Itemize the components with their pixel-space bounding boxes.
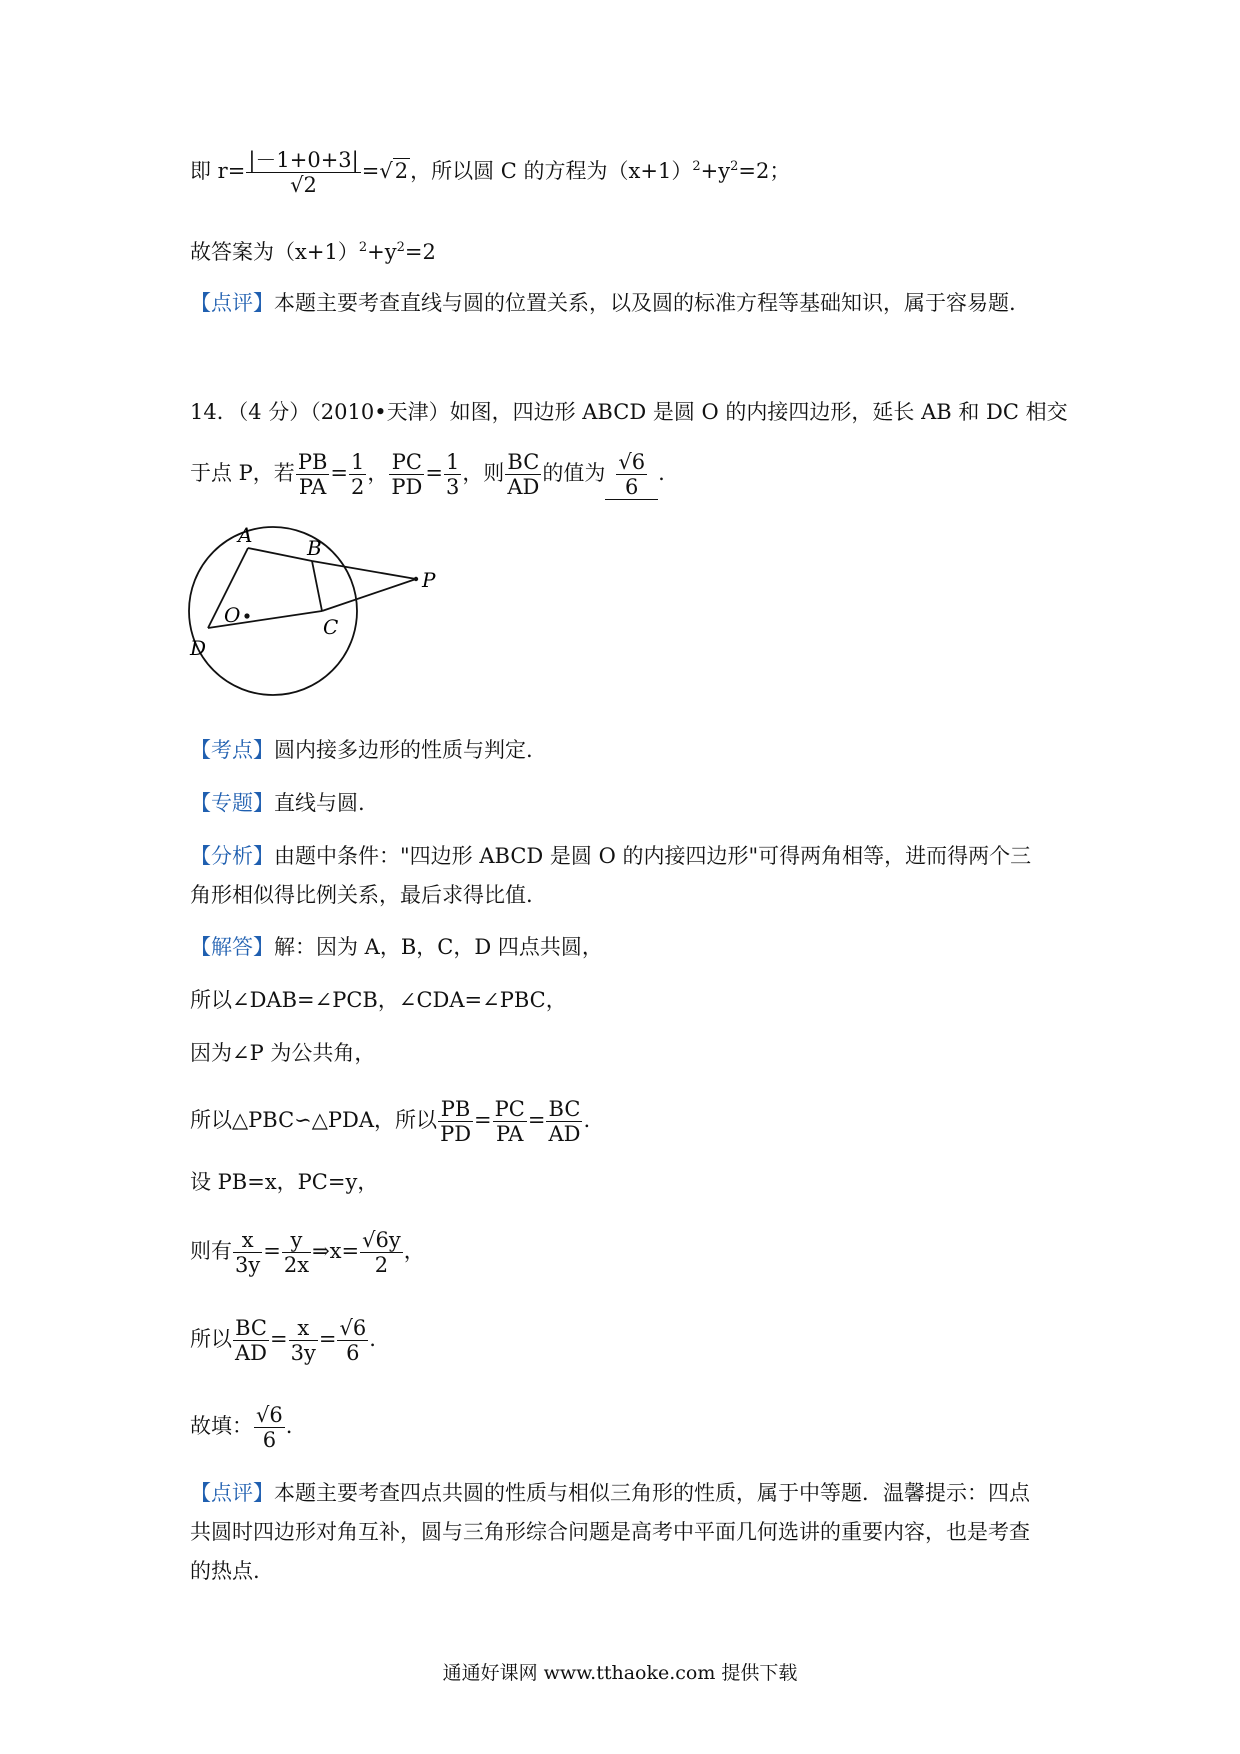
solution-step-4: 设 PB=x，PC=y， — [190, 1170, 379, 1194]
label-a: A — [238, 523, 253, 547]
fenxi-tag: 【分析】 — [190, 844, 274, 868]
fenxi-line-2: 角形相似得比例关系，最后求得比值. — [190, 883, 533, 907]
label-d: D — [190, 636, 207, 660]
zhuanti-tag: 【专题】 — [190, 791, 274, 815]
dianping-line-3: 的热点. — [190, 1559, 260, 1583]
kaodian-line: 【考点】圆内接多边形的性质与判定. — [190, 738, 533, 762]
jieda-line: 【解答】解：因为 A，B，C，D 四点共圆， — [190, 935, 603, 959]
fenxi-line-1: 【分析】由题中条件："四边形 ABCD 是圆 O 的内接四边形"可得两角相等，进而得两个三 — [190, 844, 1032, 868]
label-b: B — [307, 536, 322, 560]
solution-step-6: 所以 $\frac{BC}{AD}$ = $\frac{x}{3y}$ = $\frac{√6}{6}$ . — [190, 1316, 376, 1365]
label-c: C — [323, 615, 339, 639]
cyclic-quadrilateral-figure — [180, 515, 480, 715]
zhuanti-line: 【专题】直线与圆. — [190, 791, 365, 815]
kaodian-tag: 【考点】 — [190, 738, 274, 762]
label-p: P — [422, 568, 436, 592]
point-p-dot — [414, 577, 418, 581]
radius-fraction: $\frac{|-1+0+3|}{√2}$ — [248, 148, 359, 197]
segment-bp — [312, 561, 416, 579]
radius-equation-line: 即 r= $\frac{|-1+0+3|}{√2}$ =√2，所以圆 C 的方程为$(x+1)^2+y^2=2$； — [190, 148, 791, 197]
comment-line: 【点评】本题主要考查直线与圆的位置关系，以及圆的标准方程等基础知识，属于容易题. — [190, 291, 1016, 315]
jieda-tag: 【解答】 — [190, 935, 274, 959]
dianping-tag: 【点评】 — [190, 1481, 274, 1505]
solution-step-7: 故填： $\frac{√6}{6}$ . — [190, 1403, 293, 1452]
question-14-condition: 于点 P，若 $\frac{PB}{PA}$ = $\frac{1}{2}$ ， $\frac{PC}{PD}$ = $\frac{1}{3}$ ，则 $\frac{BC}{AD}$ 的值为 $\frac{√6}{6}$ . — [190, 450, 665, 499]
center-dot — [244, 613, 249, 618]
label-o: O — [224, 603, 241, 627]
answer-line: 故答案为$(x+1)^2+y^2=2$ — [190, 240, 436, 264]
solution-step-1: 所以∠DAB=∠PCB，∠CDA=∠PBC， — [190, 988, 567, 1012]
question-14-header: 14．（4 分）（2010•天津）如图，四边形 ABCD 是圆 O 的内接四边形，延长 AB 和 DC 相交 — [190, 400, 1068, 424]
answer-blank: $\frac{√6}{6}$ — [605, 450, 658, 500]
segment-bc — [312, 561, 322, 611]
sqrt-two: √2 — [379, 159, 409, 183]
dianping-line-1: 【点评】本题主要考查四点共圆的性质与相似三角形的性质，属于中等题．温馨提示：四点 — [190, 1481, 1030, 1505]
dianping-line-2: 共圆时四边形对角互补，圆与三角形综合问题是高考中平面几何选讲的重要内容，也是考查 — [190, 1520, 1030, 1544]
page-footer: 通通好课网 www.tthaoke.com 提供下载 — [442, 1662, 798, 1684]
solution-step-3: 所以△PBC∽△PDA，所以 $\frac{PB}{PD}$ = $\frac{PC}{PA}$ = $\frac{BC}{AD}$ . — [190, 1097, 591, 1146]
segment-ab — [248, 548, 312, 561]
segment-cp — [322, 579, 416, 611]
comment-tag: 【点评】 — [190, 291, 274, 315]
solution-step-5: 则有 $\frac{x}{3y}$ = $\frac{y}{2x}$ ⇒x= $\frac{√6y}{2}$ ， — [190, 1228, 425, 1277]
solution-step-2: 因为∠P 为公共角， — [190, 1041, 376, 1065]
